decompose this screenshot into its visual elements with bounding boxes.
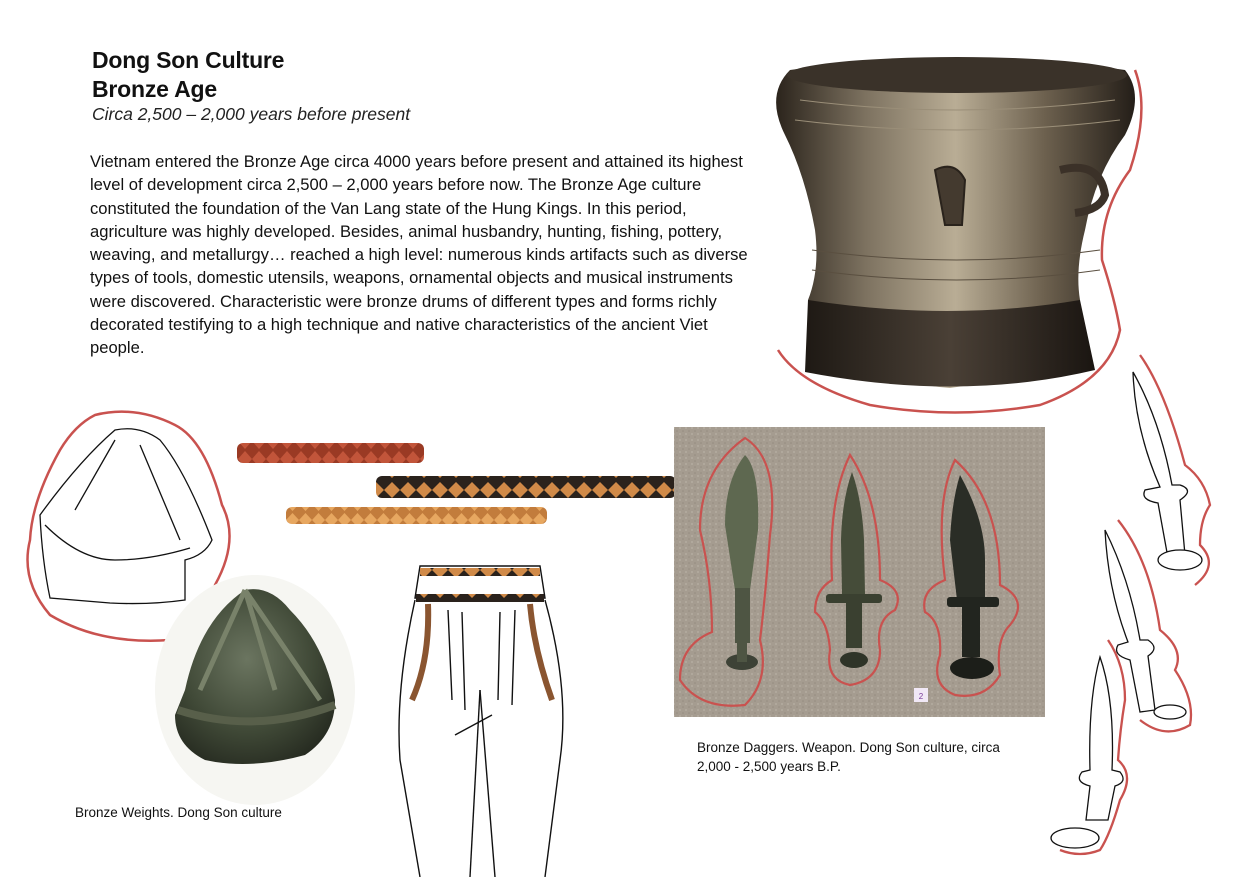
page-title-line2: Bronze Age xyxy=(92,76,217,102)
page-subtitle: Circa 2,500 – 2,000 years before present xyxy=(92,104,411,124)
dagger-tag-label: 2 xyxy=(918,692,924,701)
weights-caption: Bronze Weights. Dong Son culture xyxy=(75,805,282,820)
trousers-sketch xyxy=(399,566,563,877)
bronze-drum-photo xyxy=(776,57,1135,388)
daggers-caption: Bronze Daggers. Weapon. Dong Son culture, circa 2,000 - 2,500 years B.P. xyxy=(697,740,1000,774)
bronze-weight-photo xyxy=(155,575,355,805)
page-title-line1: Dong Son Culture xyxy=(92,47,285,73)
braid-tan xyxy=(286,507,547,524)
braid-red xyxy=(237,443,424,463)
braid-black-tan xyxy=(376,476,676,498)
intro-paragraph: Vietnam entered the Bronze Age circa 4000 years before present and attained its highest level of development circa 2,500 – 2,000 years before now. The Bronze Age culture constituted the foundation of the Van Lang state of the Hung Kings. In this period, agriculture was highly developed. Besides, animal husbandry, hunting, fishing, pottery, weaving, and metallurgy… reached a high level: numerous kinds artifacts such as diverse types of tools, domestic utensils, weapons, ornamental objects and musical instruments were discovered. Characteristic were bronze drums of different types and forms richly decorated testifying to a high technique and native characteristics of the ancient Viet people. xyxy=(90,152,748,358)
bronze-weight-sketch xyxy=(40,429,212,604)
